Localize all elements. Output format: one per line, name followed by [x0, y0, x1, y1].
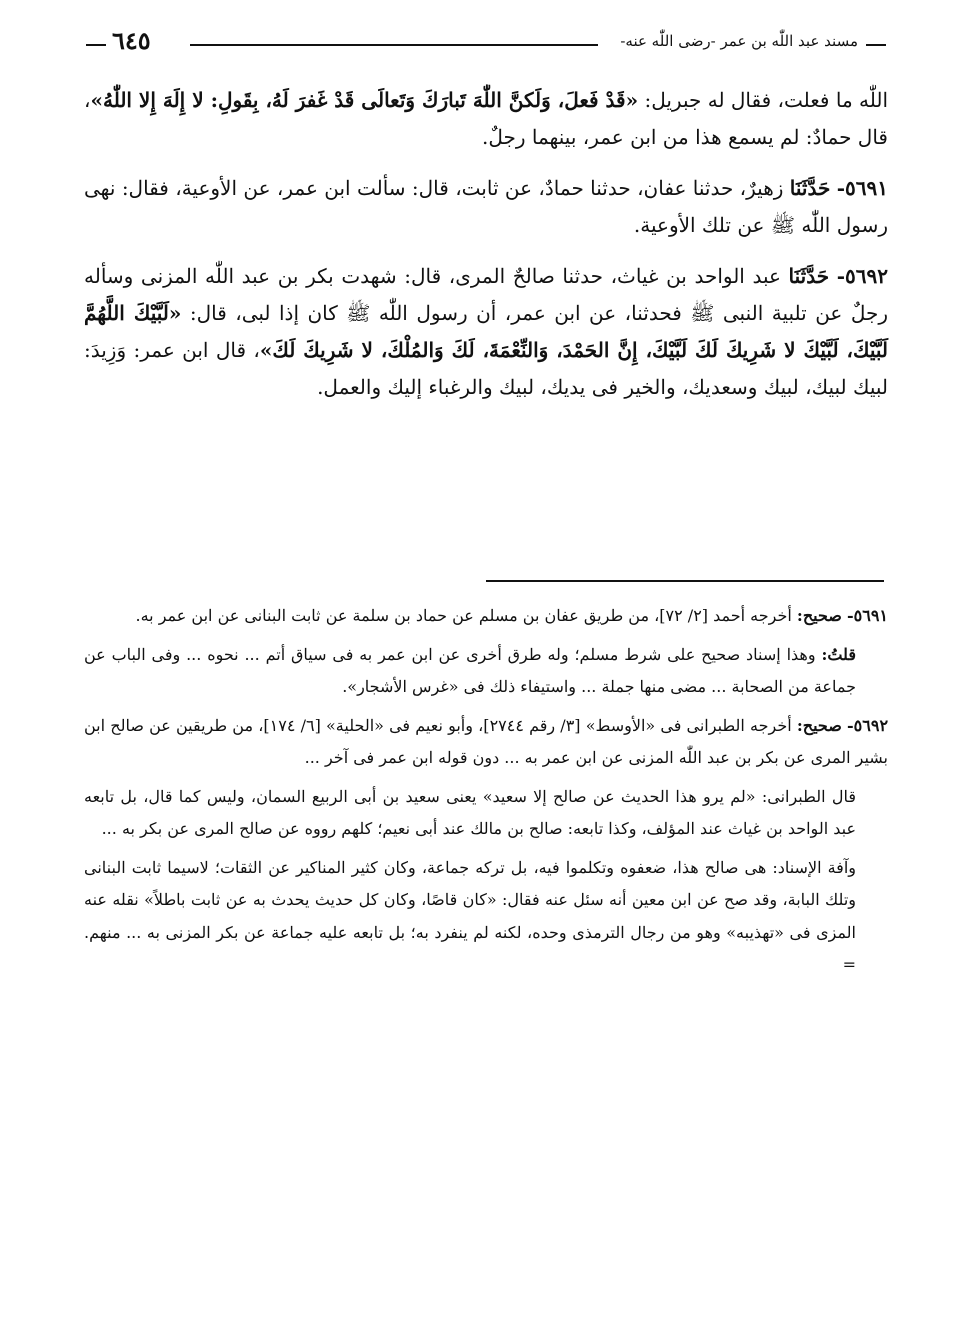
header-rule: [190, 44, 598, 46]
hadith-5692: [84, 258, 888, 406]
text-span: ، قال حمادٌ: لم يسمع هذا من ابن عمر، بينهما رجلٌ.: [84, 88, 888, 149]
main-text: [84, 82, 888, 420]
note-text: أخرجه الطبرانى فى «الأوسط» [٣/ رقم ٢٧٤٤]، وأبو نعيم فى «الحلية» [٦/ ١٧٤]، من طريقين عن صالح ابن بشير المرى عن بكر بن عبد اللّٰه المزنى عن ابن عمر به ... دون قوله ابن عمر فى آخر ...: [84, 715, 888, 767]
hadith-quote: «لَبَّيْكَ اللَّهُمَّ لَبَّيْكَ، لَبَّيْكَ لا شَرِيكَ لَكَ لَبَّيْكَ، إِنَّ الحَمْدَ، وَالنِّعْمَةَ، لَكَ وَالمُلْكَ، لا شَرِيكَ لَكَ»: [84, 301, 888, 362]
footnotes: [84, 600, 888, 988]
haddathana-word: حَدَّثَنَا: [789, 176, 831, 200]
hadith-number: ٥٦٩٢-: [836, 264, 888, 288]
note-text: أخرجه أحمد [٢/ ٧٢]، من طريق عفان بن مسلم عن حماد بن سلمة عن ثابت البنانى عن ابن عمر به.: [135, 606, 797, 625]
text-span: اللّٰه ما فعلت، فقال له جبريل:: [638, 88, 889, 112]
grade-label: صحيح:: [796, 715, 842, 735]
page-number: ٦٤٥: [112, 26, 151, 55]
footnote-separator: [486, 580, 884, 582]
haddathana-word: حَدَّثَنَا: [788, 264, 830, 288]
footnote-isnad-defect: وآفة الإسناد: هى صالح هذا، ضعفوه وتكلموا فيه، بل تركه جماعة، وكان كثير المناكير عن الثقات؛ لاسيما ثابت البنانى وتلك البابة، وقد صح عن ابن معين أنه سئل عنه فقال: «كان قاصًا، وكان كل حديث يحدث به عن ثابت باطلاً» نقله عنه المزى فى «تهذيبه» وهو من رجال الترمذى وحده، لكنه لم ينفرد به؛ بل تابعه عليه جماعة عن بكر المزنى به ... منهم. =: [84, 857, 856, 974]
note-text: وهذا إسناد صحيح على شرط مسلم؛ وله طرق أخرى عن ابن عمر به فى سياق أتم ... نحوه ... وفى الباب عن جماعة من الصحابة ... مضى منها جملة ... واستيفاء ذلك فى «غرس الأشجار».: [84, 644, 856, 696]
running-title: مسند عبد اللّٰه بن عمر -رضى اللّٰه عنه-: [620, 32, 858, 50]
hadith-quote: «قَدْ فَعلَ، وَلَكنَّ اللّٰهَ تَبارَكَ وَتَعالَى قَدْ غَفرَ لَهُ، بِقَولِ: لا إِلَهَ إِلا اللّٰهُ»: [90, 88, 639, 112]
footnote-comment: [84, 639, 888, 704]
hadith-text: ، قال ابن عمر: وَزِيدَ: لبيك لبيك، لبيك وسعديك، والخير فى يديك، لبيك والرغباء إليك والعمل.: [84, 338, 888, 399]
header-dash: [866, 44, 886, 46]
footnote-5691: [84, 600, 888, 633]
header-dash: [86, 44, 106, 46]
hadith-text: عبد الواحد بن غياث، حدثنا صالحٌ المرى، قال: شهدت بكر بن عبد اللّٰه المزنى وسأله رجلٌ عن تلبية النبى ﷺ فحدثنا، عن ابن عمر، أن رسول اللّٰه ﷺ كان إذا لبى، قال:: [84, 264, 888, 325]
footnote-5692: [84, 710, 888, 775]
grade-label: صحيح:: [796, 606, 842, 625]
note-number: ٥٦٩١-: [846, 606, 888, 625]
hadith-5691: [84, 170, 888, 244]
paragraph-continuation: [84, 82, 888, 156]
running-header: [86, 26, 886, 66]
footnote-tabarani: قال الطبرانى: «لم يرو هذا الحديث عن صالح إلا سعيد» يعنى سعيد بن أبى الربيع السمان، وليس كما قال، بل تابعه عبد الواحد بن غياث عند المؤلف، وكذا تابعه: صالح بن مالك عند أبى نعيم؛ كلهم رووه عن صالح المرى عن بكر به ...: [84, 786, 856, 838]
note-number: ٥٦٩٢-: [847, 715, 889, 735]
hadith-number: ٥٦٩١-: [836, 176, 888, 200]
qultu-label: قلتُ:: [821, 644, 856, 664]
hadith-text: زهيرٌ، حدثنا عفان، حدثنا حمادٌ، عن ثابت، قال: سألت ابن عمر، عن الأوعية، فقال: نهى رسول اللّٰه ﷺ عن تلك الأوعية.: [84, 176, 888, 237]
